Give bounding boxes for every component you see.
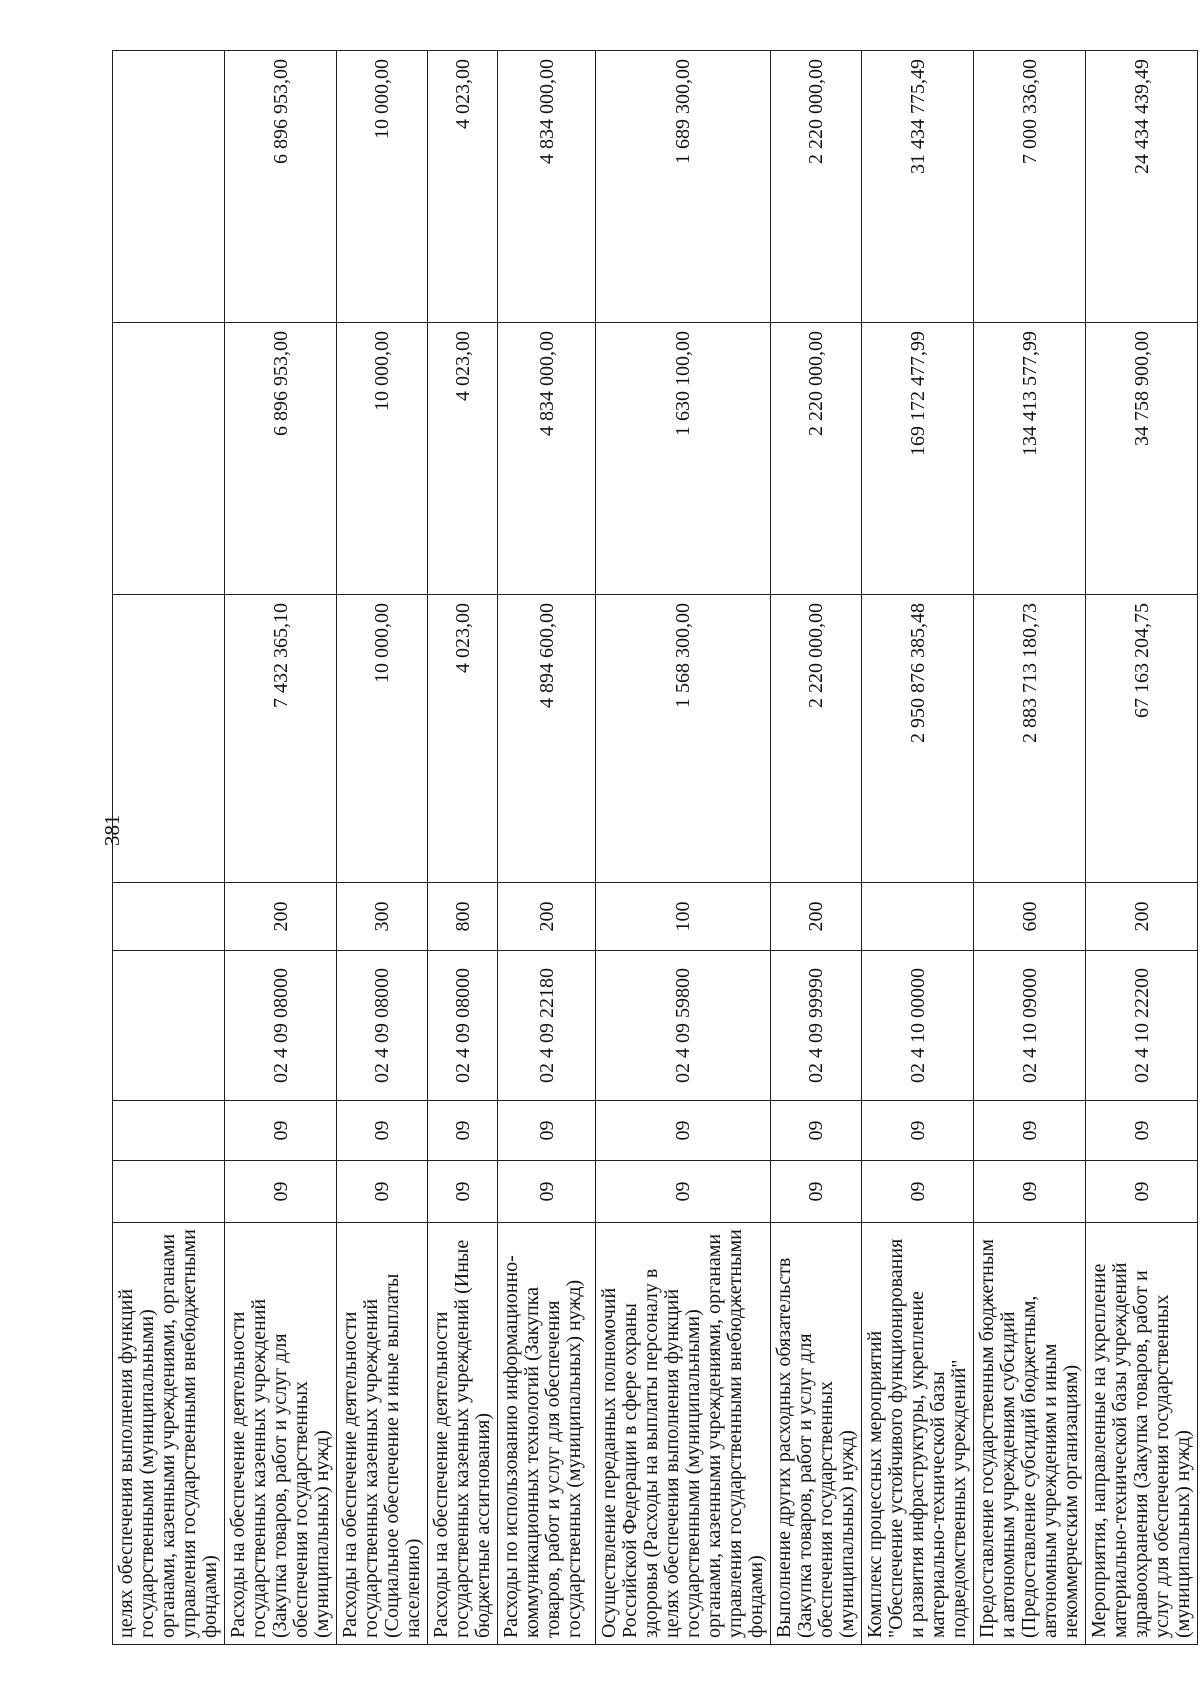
expense-type-code: 200 (498, 883, 596, 951)
amount-year-2: 2 220 000,00 (771, 323, 862, 595)
amount-year-2: 169 172 477,99 (862, 323, 974, 595)
amount-year-1: 2 220 000,00 (771, 595, 862, 883)
section-code: 09 (225, 1161, 337, 1223)
target-article-code (113, 951, 225, 1101)
amount-year-2: 1 630 100,00 (596, 323, 771, 595)
amount-year-3: 6 896 953,00 (225, 51, 337, 323)
table-row (498, 51, 596, 1645)
rotated-page-content (112, 51, 1194, 1645)
subsection-code: 09 (771, 1101, 862, 1161)
subsection-code: 09 (596, 1101, 771, 1161)
amount-year-1: 7 432 365,10 (225, 595, 337, 883)
amount-year-3: 10 000,00 (337, 51, 428, 323)
amount-year-3: 31 434 775,49 (862, 51, 974, 323)
target-article-code: 02 4 09 59800 (596, 951, 771, 1101)
table-body (113, 51, 1198, 1645)
expense-type-code: 200 (1086, 883, 1198, 951)
amount-year-2 (113, 323, 225, 595)
subsection-code: 09 (428, 1101, 498, 1161)
table-row (225, 51, 337, 1645)
amount-year-3: 4 834 000,00 (498, 51, 596, 323)
row-description: Комплекс процессных мероприятий "Обеспечение устойчивого функционирования и развития инфраструктуры, укрепление материально-технической базы подведомственных учреждений" (862, 1223, 974, 1645)
expense-type-code: 600 (974, 883, 1086, 951)
section-code: 09 (862, 1161, 974, 1223)
row-description: Осуществление переданных полномочий Российской Федерации в сфере охраны здоровья (Расходы на выплаты персоналу в целях обеспечения выполнения функций государственными (муниципальными) органами, казенными учреждениями, органами управления государственными внебюджетными фондами) (596, 1223, 771, 1645)
expense-type-code: 300 (337, 883, 428, 951)
amount-year-2: 6 896 953,00 (225, 323, 337, 595)
row-description: целях обеспечения выполнения функций государственными (муниципальными) органами, казенными учреждениями, органами управления государственными внебюджетными фондами) (113, 1223, 225, 1645)
amount-year-3: 7 000 336,00 (974, 51, 1086, 323)
subsection-code: 09 (498, 1101, 596, 1161)
target-article-code: 02 4 09 08000 (337, 951, 428, 1101)
amount-year-1: 4 894 600,00 (498, 595, 596, 883)
target-article-code: 02 4 10 22200 (1086, 951, 1198, 1101)
amount-year-3: 4 023,00 (428, 51, 498, 323)
row-description: Расходы на обеспечение деятельности государственных казенных учреждений (Закупка товаров, работ и услуг для обеспечения государственных (муниципальных) нужд) (225, 1223, 337, 1645)
page-number: 381 (100, 814, 124, 846)
section-code (113, 1161, 225, 1223)
target-article-code: 02 4 09 99990 (771, 951, 862, 1101)
table-row (428, 51, 498, 1645)
table-row (862, 51, 974, 1645)
amount-year-2: 4 023,00 (428, 323, 498, 595)
expense-type-code: 800 (428, 883, 498, 951)
table-row (113, 51, 225, 1645)
row-description: Предоставление государственным бюджетным и автономным учреждениям субсидий (Предоставление субсидий бюджетным, автономным учреждениям и иным некоммерческим организациям) (974, 1223, 1086, 1645)
amount-year-3: 1 689 300,00 (596, 51, 771, 323)
amount-year-1: 4 023,00 (428, 595, 498, 883)
amount-year-3 (113, 51, 225, 323)
subsection-code: 09 (1086, 1101, 1198, 1161)
subsection-code: 09 (974, 1101, 1086, 1161)
expense-type-code: 200 (225, 883, 337, 951)
amount-year-1: 10 000,00 (337, 595, 428, 883)
amount-year-3: 24 434 439,49 (1086, 51, 1198, 323)
table-row (337, 51, 428, 1645)
amount-year-1: 2 950 876 385,48 (862, 595, 974, 883)
target-article-code: 02 4 09 22180 (498, 951, 596, 1101)
amount-year-1 (113, 595, 225, 883)
subsection-code: 09 (225, 1101, 337, 1161)
section-code: 09 (337, 1161, 428, 1223)
subsection-code: 09 (337, 1101, 428, 1161)
table-row (974, 51, 1086, 1645)
row-description: Расходы по использованию информационно-коммуникационных технологий (Закупка товаров, работ и услуг для обеспечения государственных (муниципальных) нужд) (498, 1223, 596, 1645)
subsection-code: 09 (862, 1101, 974, 1161)
table-row (771, 51, 862, 1645)
amount-year-3: 2 220 000,00 (771, 51, 862, 323)
budget-table (112, 50, 1198, 1645)
expense-type-code: 100 (596, 883, 771, 951)
amount-year-1: 1 568 300,00 (596, 595, 771, 883)
section-code: 09 (428, 1161, 498, 1223)
expense-type-code (113, 883, 225, 951)
table-row (596, 51, 771, 1645)
section-code: 09 (974, 1161, 1086, 1223)
target-article-code: 02 4 10 00000 (862, 951, 974, 1101)
target-article-code: 02 4 09 08000 (225, 951, 337, 1101)
amount-year-1: 67 163 204,75 (1086, 595, 1198, 883)
row-description: Расходы на обеспечение деятельности государственных казенных учреждений (Социальное обеспечение и иные выплаты населению) (337, 1223, 428, 1645)
expense-type-code (862, 883, 974, 951)
section-code: 09 (596, 1161, 771, 1223)
amount-year-2: 34 758 900,00 (1086, 323, 1198, 595)
target-article-code: 02 4 09 08000 (428, 951, 498, 1101)
amount-year-2: 10 000,00 (337, 323, 428, 595)
row-description: Мероприятия, направленные на укрепление материально-технической базы учреждений здравоохранения (Закупка товаров, работ и услуг для обеспечения государственных (муниципальных) нужд) (1086, 1223, 1198, 1645)
row-description: Расходы на обеспечение деятельности государственных казенных учреждений (Иные бюджетные ассигнования) (428, 1223, 498, 1645)
subsection-code (113, 1101, 225, 1161)
row-description: Выполнение других расходных обязательств (Закупка товаров, работ и услуг для обеспечения государственных (муниципальных) нужд) (771, 1223, 862, 1645)
section-code: 09 (771, 1161, 862, 1223)
amount-year-1: 2 883 713 180,73 (974, 595, 1086, 883)
amount-year-2: 4 834 000,00 (498, 323, 596, 595)
table-row (1086, 51, 1198, 1645)
target-article-code: 02 4 10 09000 (974, 951, 1086, 1101)
amount-year-2: 134 413 577,99 (974, 323, 1086, 595)
section-code: 09 (498, 1161, 596, 1223)
expense-type-code: 200 (771, 883, 862, 951)
section-code: 09 (1086, 1161, 1198, 1223)
